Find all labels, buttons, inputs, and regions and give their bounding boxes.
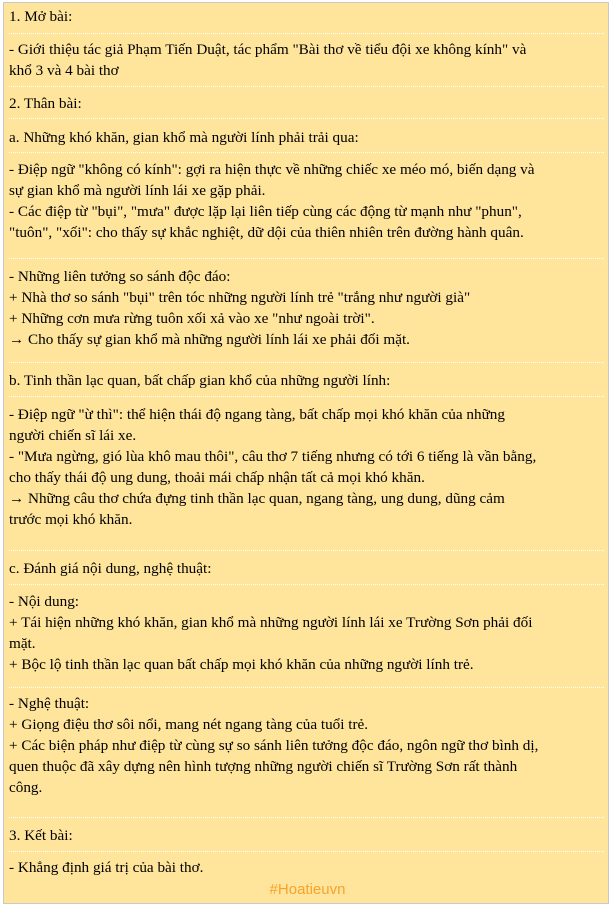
- paragraph-line: quen thuộc đã xây dựng nên hình tượng những người chiến sĩ Trường Sơn rất thành: [9, 758, 518, 775]
- paragraph-line: - Nội dung:: [9, 593, 80, 610]
- paragraph-line: mặt.: [9, 635, 36, 652]
- paragraph-line: + Giọng điệu thơ sôi nổi, mang nét ngang tàng của tuổi trẻ.: [9, 716, 369, 733]
- heading-text: b. Tinh thần lạc quan, bất chấp gian khổ của những người lính:: [9, 372, 391, 389]
- paragraph-line: + Các biện pháp như điệp từ cùng sự so sánh liên tưởng độc đáo, ngôn ngữ thơ bình dị,: [9, 737, 539, 754]
- section-a-comparisons: [9, 259, 604, 363]
- paragraph-line: sự gian khổ mà người lính lái xe gặp phải.: [9, 182, 266, 199]
- paragraph-line: → Những câu thơ chứa đựng tinh thần lạc quan, ngang tàng, ung dung, dũng cảm: [9, 490, 505, 507]
- heading-text: 2. Thân bài:: [9, 95, 82, 112]
- section-ket-bai-heading: [9, 818, 604, 852]
- section-c-art: [9, 688, 604, 818]
- section-a-points: [9, 153, 604, 259]
- section-c-content: [9, 585, 604, 688]
- paragraph-line: → Cho thấy sự gian khổ mà những người lính lái xe phải đối mặt.: [9, 331, 410, 348]
- paragraph-line: + Tái hiện những khó khăn, gian khổ mà những người lính lái xe Trường Sơn phải đối: [9, 614, 533, 631]
- heading-text: c. Đánh giá nội dung, nghệ thuật:: [9, 560, 212, 577]
- heading-text: 1. Mở bài:: [9, 8, 73, 25]
- paragraph-line: + Nhà thơ so sánh "bụi" trên tóc những người lính trẻ "trắng như người già": [9, 289, 471, 306]
- paragraph-line: - Những liên tưởng so sánh độc đáo:: [9, 268, 231, 285]
- section-a-heading: [9, 119, 604, 153]
- section-b-heading: [9, 363, 604, 397]
- paragraph-line: - "Mưa ngừng, gió lùa khô mau thôi", câu thơ 7 tiếng nhưng có tới 6 tiếng là vần bằng,: [9, 448, 537, 465]
- paragraph-line: người chiến sĩ lái xe.: [9, 427, 137, 444]
- paragraph-line: trước mọi khó khăn.: [9, 511, 133, 528]
- paragraph-line: - Khẳng định giá trị của bài thơ.: [9, 859, 204, 876]
- paragraph-line: - Điệp ngữ "ừ thì": thể hiện thái độ ngang tàng, bất chấp mọi khó khăn của những: [9, 406, 505, 423]
- paragraph-line: + Bộc lộ tinh thần lạc quan bất chấp mọi khó khăn của những người lính trẻ.: [9, 656, 474, 673]
- section-than-bai-heading: [9, 87, 604, 119]
- heading-text: 3. Kết bài:: [9, 827, 73, 844]
- paragraph-line: khổ 3 và 4 bài thơ: [9, 62, 119, 79]
- heading-text: a. Những khó khăn, gian khổ mà người lính phải trải qua:: [9, 129, 359, 146]
- paragraph-line: "tuôn", "xối": cho thấy sự khắc nghiệt, dữ dội của thiên nhiên trên đường hành quân.: [9, 224, 524, 241]
- outline-document: [3, 2, 609, 904]
- section-mo-bai-content: [9, 34, 604, 87]
- paragraph-line: - Điệp ngữ "không có kính": gợi ra hiện thực về những chiếc xe méo mó, biến dạng và: [9, 161, 535, 178]
- section-ket-bai-content: [9, 852, 604, 882]
- paragraph-line: + Những cơn mưa rừng tuôn xối xả vào xe "như ngoài trời".: [9, 310, 375, 327]
- watermark-text: #Hoatieuvn: [269, 881, 346, 898]
- section-mo-bai-heading: [9, 6, 604, 34]
- paragraph-line: công.: [9, 779, 43, 796]
- paragraph-line: - Các điệp từ "bụi", "mưa" được lặp lại liên tiếp cùng các động từ mạnh như "phun",: [9, 203, 522, 220]
- section-c-heading: [9, 551, 604, 585]
- paragraph-line: - Nghệ thuật:: [9, 695, 90, 712]
- section-b-points: [9, 397, 604, 551]
- paragraph-line: - Giới thiệu tác giả Phạm Tiến Duật, tác phẩm "Bài thơ về tiểu đội xe không kính" và: [9, 41, 527, 58]
- paragraph-line: cho thấy thái độ ung dung, thoải mái chấp nhận tất cả mọi khó khăn.: [9, 469, 425, 486]
